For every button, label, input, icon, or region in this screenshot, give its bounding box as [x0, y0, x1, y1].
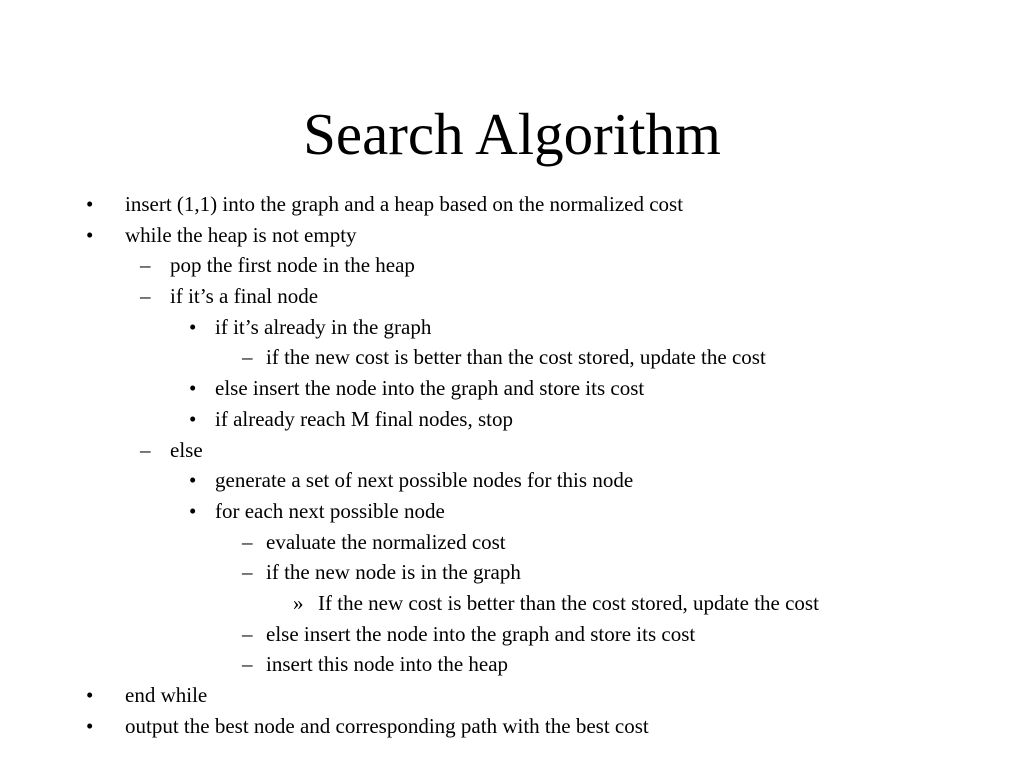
list-item	[0, 342, 1024, 373]
list-item	[0, 281, 1024, 312]
list-item-text: else insert the node into the graph and store its cost	[266, 621, 696, 646]
list-item	[0, 465, 1024, 496]
dash-marker: –	[242, 652, 253, 677]
list-item	[0, 220, 1024, 251]
list-item-text: insert this node into the heap	[266, 652, 509, 677]
dash-marker: –	[140, 253, 151, 278]
list-item-text: else	[170, 437, 203, 462]
list-item	[0, 649, 1024, 680]
bullet-marker: •	[189, 498, 197, 523]
bullet-marker: •	[86, 222, 94, 247]
list-item-text: else insert the node into the graph and store its cost	[215, 376, 645, 401]
bullet-marker: •	[189, 406, 197, 431]
dash-marker: –	[140, 437, 151, 462]
bullet-marker: •	[189, 468, 197, 493]
dash-marker: –	[242, 345, 253, 370]
bullet-list	[0, 189, 1024, 741]
list-item-text: for each next possible node	[215, 498, 445, 523]
list-item	[0, 189, 1024, 220]
guillemet-marker: »	[293, 590, 304, 615]
list-item-text: while the heap is not empty	[125, 222, 357, 247]
list-item	[0, 435, 1024, 466]
bullet-marker: •	[86, 192, 94, 216]
list-item-text: evaluate the normalized cost	[266, 529, 506, 554]
bullet-marker: •	[189, 376, 197, 401]
list-item	[0, 527, 1024, 558]
dash-marker: –	[242, 621, 253, 646]
list-item	[0, 404, 1024, 435]
dash-marker: –	[242, 560, 253, 585]
bullet-marker: •	[86, 683, 94, 707]
list-item-text: if the new node is in the graph	[266, 560, 521, 585]
list-item	[0, 588, 1024, 619]
list-item	[0, 680, 1024, 711]
dash-marker: –	[140, 284, 151, 309]
list-item	[0, 496, 1024, 527]
bullet-marker: •	[189, 314, 197, 339]
list-item-text: output the best node and corresponding path with the best cost	[125, 713, 649, 738]
list-item-text: generate a set of next possible nodes for this node	[215, 468, 634, 493]
list-item-text: insert (1,1) into the graph and a heap based on the normalized cost	[125, 192, 684, 216]
list-item-text: pop the first node in the heap	[170, 253, 415, 278]
list-item-text: If the new cost is better than the cost stored, update the cost	[318, 590, 819, 615]
list-item-text: if already reach M final nodes, stop	[215, 406, 513, 431]
list-item-text: if it’s a final node	[170, 284, 319, 309]
list-item	[0, 373, 1024, 404]
list-item-text: end while	[125, 683, 208, 707]
list-item	[0, 557, 1024, 588]
list-item	[0, 250, 1024, 281]
list-item	[0, 711, 1024, 742]
list-item	[0, 619, 1024, 650]
dash-marker: –	[242, 529, 253, 554]
list-item	[0, 312, 1024, 343]
slide-title: Search Algorithm	[303, 101, 721, 167]
list-item-text: if the new cost is better than the cost stored, update the cost	[266, 345, 766, 370]
list-item-text: if it’s already in the graph	[215, 314, 432, 339]
bullet-marker: •	[86, 713, 94, 738]
